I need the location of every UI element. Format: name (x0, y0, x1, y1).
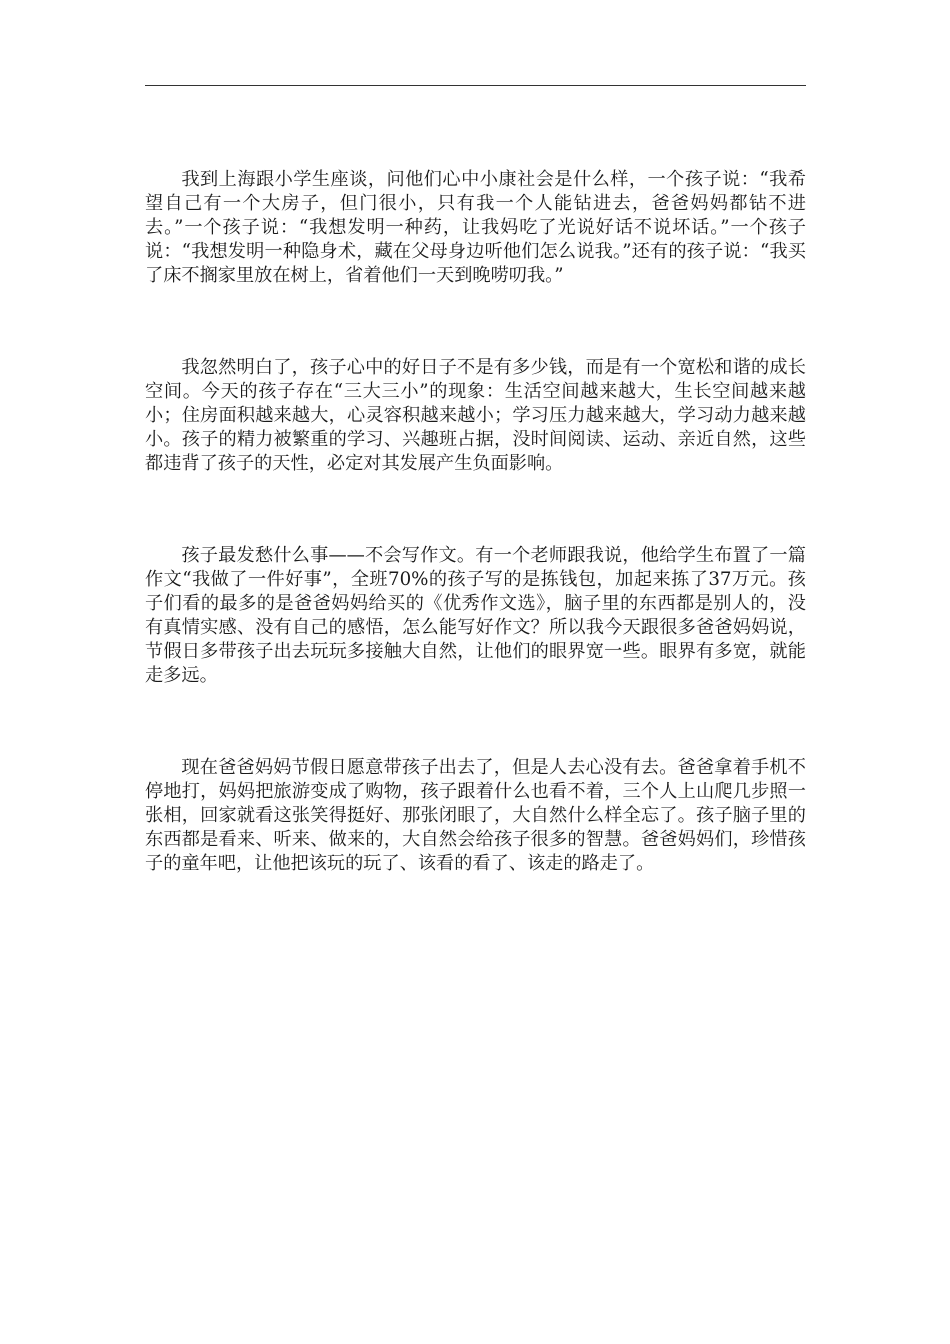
paragraph-4: 现在爸爸妈妈节假日愿意带孩子出去了，但是人去心没有去。爸爸拿着手机不停地打，妈妈把旅游变成了购物，孩子跟着什么也看不着，三个人上山爬几步照一张相，回家就看这张笑得挺好、那张闭眼了，大自然什么样全忘了。孩子脑子里的东西都是看来、听来、做来的，大自然会给孩子很多的智慧。爸爸妈妈们，珍惜孩子的童年吧，让他把该玩的玩了、该看的看了、该走的路走了。 (145, 757, 806, 874)
paragraph-2: 我忽然明白了，孩子心中的好日子不是有多少钱，而是有一个宽松和谐的成长空间。今天的孩子存在“三大三小”的现象：生活空间越来越大，生长空间越来越小；住房面积越来越大，心灵容积越来越小；学习压力越来越大，学习动力越来越小。孩子的精力被繁重的学习、兴趣班占据，没时间阅读、运动、亲近自然，这些都违背了孩子的天性，必定对其发展产生负面影响。 (145, 357, 806, 474)
header-rule (145, 85, 806, 86)
document-body (145, 168, 806, 876)
paragraph-3: 孩子最发愁什么事——不会写作文。有一个老师跟我说，他给学生布置了一篇作文“我做了一件好事”，全班70%的孩子写的是拣钱包，加起来拣了37万元。孩子们看的最多的是爸爸妈妈给买的《优秀作文选》，脑子里的东西都是别人的，没有真情实感、没有自己的感悟，怎么能写好作文？所以我今天跟很多爸爸妈妈说，节假日多带孩子出去玩玩多接触大自然，让他们的眼界宽一些。眼界有多宽，就能走多远。 (145, 545, 806, 686)
paragraph-1: 我到上海跟小学生座谈，问他们心中小康社会是什么样，一个孩子说：“我希望自己有一个大房子，但门很小，只有我一个人能钻进去，爸爸妈妈都钻不进去。”一个孩子说：“我想发明一种药，让我妈吃了光说好话不说坏话。”一个孩子说：“我想发明一种隐身术，藏在父母身边听他们怎么说我。”还有的孩子说：“我买了床不搁家里放在树上，省着他们一天到晚唠叨我。” (145, 169, 806, 286)
